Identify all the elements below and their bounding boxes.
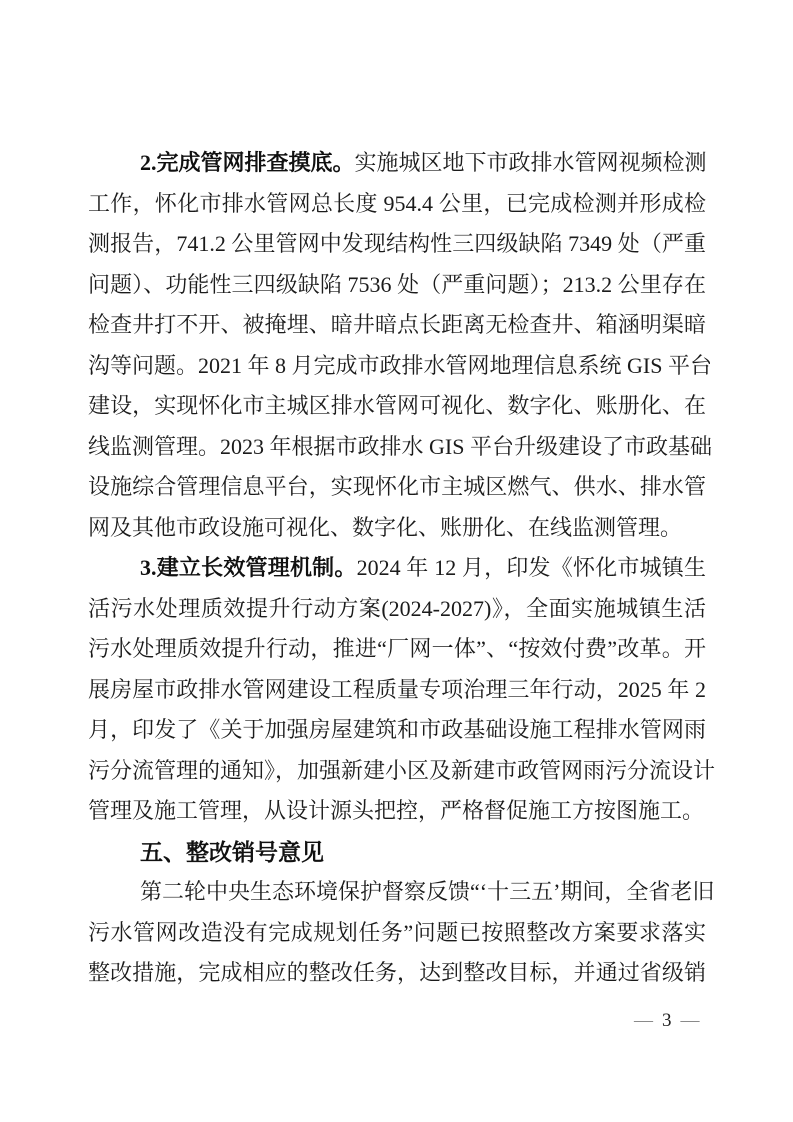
text-line [88,751,716,792]
paragraph-number-lead: 2.完成管网排查摸底。 [140,150,355,175]
text-line-content: 实施城区地下市政排水管网视频检测 [354,150,707,175]
text-line [88,872,715,913]
text-line-content: 污水处理质效提升行动，推进“厂网一体”、“按效付费”改革。开 [88,636,706,661]
text-line-content: 活污水处理质效提升行动方案(2024-2027)》，全面实施城镇生活 [88,595,706,621]
text-line [88,305,706,346]
text-line [88,265,706,306]
text-line-content: 管理及施工管理，从设计源头把控，严格督促施工方按图施工。 [88,798,705,823]
text-line-content: 沟等问题。2021 年 8 月完成市政排水管网地理信息系统 GIS 平台 [88,352,712,378]
text-line-content: 问题）、功能性三四级缺陷 7536 处（严重问题）；213.2 公里存在 [88,271,706,297]
text-line-content: 检查井打不开、被掩埋、暗井暗点长距离无检查井、箱涵明渠暗 [88,312,706,337]
text-line-content: 线监测管理。2023 年根据市政排水 GIS 平台升级建设了市政基础 [88,433,712,459]
page-number [634,1010,700,1032]
text-line-content: 月，印发了《关于加强房屋建筑和市政基础设施工程排水管网雨 [88,717,706,742]
text-line-content: 展房屋市政排水管网建设工程质量专项治理三年行动，2025 年 2 [88,676,706,702]
text-line [88,589,706,630]
text-line-content: 2024 年 12 月，印发《怀化市城镇生 [356,555,706,580]
text-line [88,143,706,184]
page-number-value: 3 [662,1010,672,1031]
text-line [88,224,706,265]
page-number-left-dash: — [634,1010,653,1031]
section-heading [88,832,706,873]
text-line [88,913,706,954]
text-line-content: 网及其他市政设施可视化、数字化、账册化、在线监测管理。 [88,514,683,540]
text-line [88,427,712,468]
text-line [88,548,706,589]
text-line-content: 工作，怀化市排水管网总长度 954.4 公里，已完成检测并形成检 [88,190,706,216]
text-line [88,467,706,508]
text-line [88,710,706,751]
text-line [88,629,706,670]
text-line-content: 污水管网改造没有完成规划任务”问题已按照整改方案要求落实 [88,919,706,945]
text-line [88,386,706,427]
text-line-content: 污分流管理的通知》，加强新建小区及新建市政管网雨污分流设计 [88,757,716,783]
document-body [88,143,716,994]
text-line [88,953,706,994]
text-line-content: 整改措施，完成相应的整改任务，达到整改目标，并通过省级销 [88,960,706,985]
section-heading-text: 五、整改销号意见 [140,838,324,865]
text-line [88,346,712,387]
text-line-content: 设施综合管理信息平台，实现怀化市主城区燃气、供水、排水管 [88,474,706,499]
text-line [88,670,706,711]
page-number-right-dash: — [680,1010,700,1031]
text-line-content: 第二轮中央生态环境保护督察反馈“‘十三五’期间，全省老旧 [140,879,715,904]
text-line [88,508,706,549]
text-line-content: 建设，实现怀化市主城区排水管网可视化、数字化、账册化、在 [88,393,706,418]
text-line-content: 测报告，741.2 公里管网中发现结构性三四级缺陷 7349 处（严重 [88,231,706,256]
text-line [88,184,706,225]
text-line [88,791,706,832]
paragraph-number-lead: 3.建立长效管理机制。 [140,555,357,580]
